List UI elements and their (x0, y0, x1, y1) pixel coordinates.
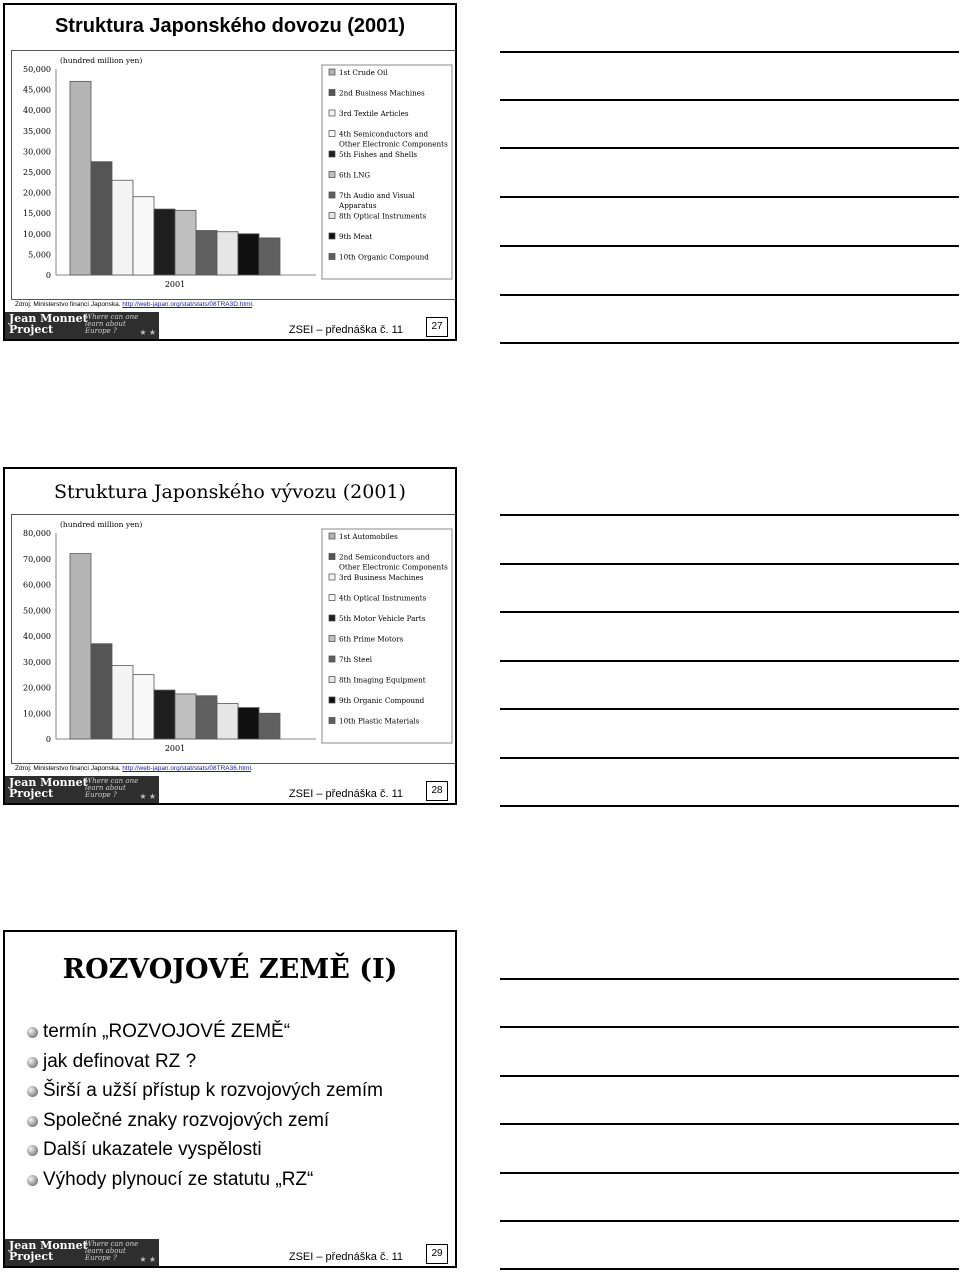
jean-monnet-logo: Jean Monnet Project Where can one learn about Europe ? ★ ★ (5, 312, 159, 339)
note-line (500, 563, 959, 565)
list-item: termín „ROZVOJOVÉ ZEMĚ“ (27, 1017, 383, 1047)
legend-swatch (329, 151, 335, 157)
note-line (500, 245, 959, 247)
legend-swatch (329, 574, 335, 580)
lecture-label: ZSEI – přednáška č. 11 (288, 1251, 403, 1263)
slide-title: ROZVOJOVÉ ZEMĚ (I) (62, 954, 398, 985)
y-tick-label: 35,000 (23, 126, 51, 136)
bar (259, 238, 280, 275)
note-line (500, 51, 959, 53)
logo-motto: Where can one learn about Europe ? (85, 777, 139, 799)
legend-label: 4th Optical Instruments (339, 593, 427, 603)
import-bar-chart (12, 51, 456, 299)
source-link[interactable]: http://web-japan.org/stat/stats/08TRA36.html (122, 765, 251, 772)
y-tick-label: 30,000 (23, 657, 51, 667)
bullet-icon (27, 1175, 38, 1186)
legend-swatch (329, 110, 335, 116)
slide-29 (3, 930, 457, 1268)
note-line (500, 1268, 959, 1270)
legend-swatch (329, 213, 335, 219)
bar (70, 554, 91, 739)
y-tick-label: 40,000 (23, 106, 51, 116)
legend-label: 10th Organic Compound (339, 252, 429, 262)
legend-swatch (329, 254, 335, 260)
y-tick-label: 50,000 (23, 606, 51, 616)
note-line (500, 660, 959, 662)
stars-icon: ★ ★ (139, 792, 156, 801)
legend-swatch (329, 69, 335, 75)
bar (238, 234, 259, 275)
y-tick-label: 50,000 (23, 65, 51, 74)
legend-label: Other Electronic Components (339, 139, 448, 149)
y-tick-label: 10,000 (23, 229, 51, 239)
bar (217, 703, 238, 739)
note-line (500, 708, 959, 710)
legend-label: 8th Optical Instruments (339, 211, 427, 221)
note-line (500, 1123, 959, 1125)
bullet-icon (27, 1057, 38, 1068)
legend-swatch (329, 595, 335, 601)
legend-label: 7th Audio and Visual (339, 191, 415, 200)
legend-label: 6th LNG (339, 170, 371, 180)
bar (91, 644, 112, 739)
source-note: Zdroj: Ministerstvo financí Japonska. http://web-japan.org/stat/stats/08TRA36.html. (15, 765, 253, 772)
legend-swatch (329, 90, 335, 96)
y-tick-label: 20,000 (23, 683, 51, 693)
legend-label: 2nd Semiconductors and (339, 552, 430, 562)
jean-monnet-logo: Jean Monnet Project Where can one learn about Europe ? ★ ★ (5, 1239, 159, 1266)
bar (70, 81, 91, 275)
bullet-icon (27, 1027, 38, 1038)
y-axis-label: (hundred million yen) (60, 56, 143, 65)
bar (196, 231, 217, 275)
legend-label: 4th Semiconductors and (339, 129, 429, 139)
bullet-icon (27, 1145, 38, 1156)
legend-swatch (329, 718, 335, 724)
y-tick-label: 0 (45, 271, 51, 280)
note-line (500, 294, 959, 296)
legend-swatch (329, 636, 335, 642)
y-tick-label: 10,000 (23, 709, 51, 719)
x-tick-label: 2001 (164, 280, 186, 289)
bar (91, 162, 112, 275)
lecture-label: ZSEI – přednáška č. 11 (288, 324, 403, 336)
y-tick-label: 70,000 (23, 554, 51, 564)
import-chart (11, 50, 457, 300)
bar (175, 694, 196, 739)
note-line (500, 757, 959, 759)
y-tick-label: 0 (45, 735, 51, 744)
bar (175, 210, 196, 275)
y-tick-label: 40,000 (23, 632, 51, 641)
page-number: 29 (426, 1244, 448, 1264)
note-line (500, 611, 959, 613)
bar (238, 708, 259, 739)
list-item: jak definovat RZ ? (27, 1047, 383, 1077)
legend-swatch (329, 533, 335, 539)
legend-label: 5th Motor Vehicle Parts (339, 614, 426, 623)
source-link[interactable]: http://web-japan.org/stat/stats/08TRA3D.html (122, 301, 252, 308)
slide-title: Struktura Japonského dovozu (2001) (54, 15, 406, 37)
legend-label: 5th Fishes and Shells (339, 150, 418, 159)
jean-monnet-logo: Jean Monnet Project Where can one learn about Europe ? ★ ★ (5, 776, 159, 803)
bar (154, 209, 175, 275)
note-line (500, 342, 959, 344)
y-tick-label: 20,000 (23, 188, 51, 198)
page-number: 28 (426, 781, 448, 801)
y-tick-label: 80,000 (23, 529, 51, 538)
legend-label: 1st Crude Oil (339, 68, 388, 77)
legend-swatch (329, 172, 335, 178)
legend-swatch (329, 131, 335, 137)
slide-28 (3, 467, 457, 805)
y-tick-label: 60,000 (23, 580, 51, 590)
legend-label: 2nd Business Machines (339, 88, 425, 98)
bullet-icon (27, 1086, 38, 1097)
x-tick-label: 2001 (164, 744, 186, 753)
legend-label: Other Electronic Components (339, 562, 448, 572)
note-line (500, 978, 959, 980)
bar (112, 180, 133, 275)
legend-label: 6th Prime Motors (339, 634, 404, 644)
source-note: Zdroj: Ministerstvo financí Japonska. http://web-japan.org/stat/stats/08TRA3D.html. (15, 301, 254, 308)
y-tick-label: 25,000 (23, 168, 51, 177)
bullet-list (27, 1017, 383, 1194)
legend-swatch (329, 656, 335, 662)
note-line (500, 147, 959, 149)
legend-swatch (329, 192, 335, 198)
note-line (500, 1075, 959, 1077)
y-tick-label: 45,000 (23, 85, 51, 95)
legend-swatch (329, 554, 335, 560)
note-line (500, 805, 959, 807)
export-bar-chart (12, 515, 456, 763)
bar (154, 690, 175, 739)
note-line (500, 1220, 959, 1222)
y-tick-label: 30,000 (23, 147, 51, 157)
legend-label: Apparatus (339, 201, 377, 210)
note-line (500, 99, 959, 101)
slide-27 (3, 3, 457, 341)
slide-title: Struktura Japonského vývozu (2001) (54, 481, 406, 503)
lecture-label: ZSEI – přednáška č. 11 (288, 788, 403, 800)
page-number: 27 (426, 317, 448, 337)
legend-label: 7th Steel (339, 655, 372, 664)
list-item: Širší a užší přístup k rozvojových zemím (27, 1076, 383, 1106)
logo-motto: Where can one learn about Europe ? (85, 313, 139, 335)
legend-swatch (329, 615, 335, 621)
list-item: Společné znaky rozvojových zemí (27, 1106, 383, 1136)
export-chart (11, 514, 457, 764)
bar (217, 232, 238, 275)
stars-icon: ★ ★ (139, 1255, 156, 1264)
stars-icon: ★ ★ (139, 328, 156, 337)
legend-label: 9th Meat (339, 232, 373, 241)
legend-label: 9th Organic Compound (339, 696, 425, 705)
bar (112, 666, 133, 739)
y-axis-label: (hundred million yen) (60, 520, 143, 529)
bar (133, 675, 154, 739)
y-tick-label: 15,000 (23, 209, 51, 219)
note-line (500, 1026, 959, 1028)
bar (133, 197, 154, 275)
legend-swatch (329, 677, 335, 683)
note-line (500, 1172, 959, 1174)
legend-label: 3rd Textile Articles (339, 109, 409, 118)
note-line (500, 196, 959, 198)
note-line (500, 514, 959, 516)
bar (259, 713, 280, 739)
bullet-icon (27, 1116, 38, 1127)
legend-label: 3rd Business Machines (339, 573, 424, 582)
legend-label: 1st Automobiles (339, 532, 398, 541)
y-tick-label: 5,000 (28, 250, 51, 260)
list-item: Výhody plynoucí ze statutu „RZ“ (27, 1165, 383, 1195)
legend-label: 8th Imaging Equipment (339, 675, 426, 685)
legend-swatch (329, 233, 335, 239)
legend-label: 10th Plastic Materials (339, 716, 420, 726)
logo-motto: Where can one learn about Europe ? (85, 1240, 139, 1262)
bar (196, 696, 217, 739)
legend-swatch (329, 697, 335, 703)
list-item: Další ukazatele vyspělosti (27, 1135, 383, 1165)
